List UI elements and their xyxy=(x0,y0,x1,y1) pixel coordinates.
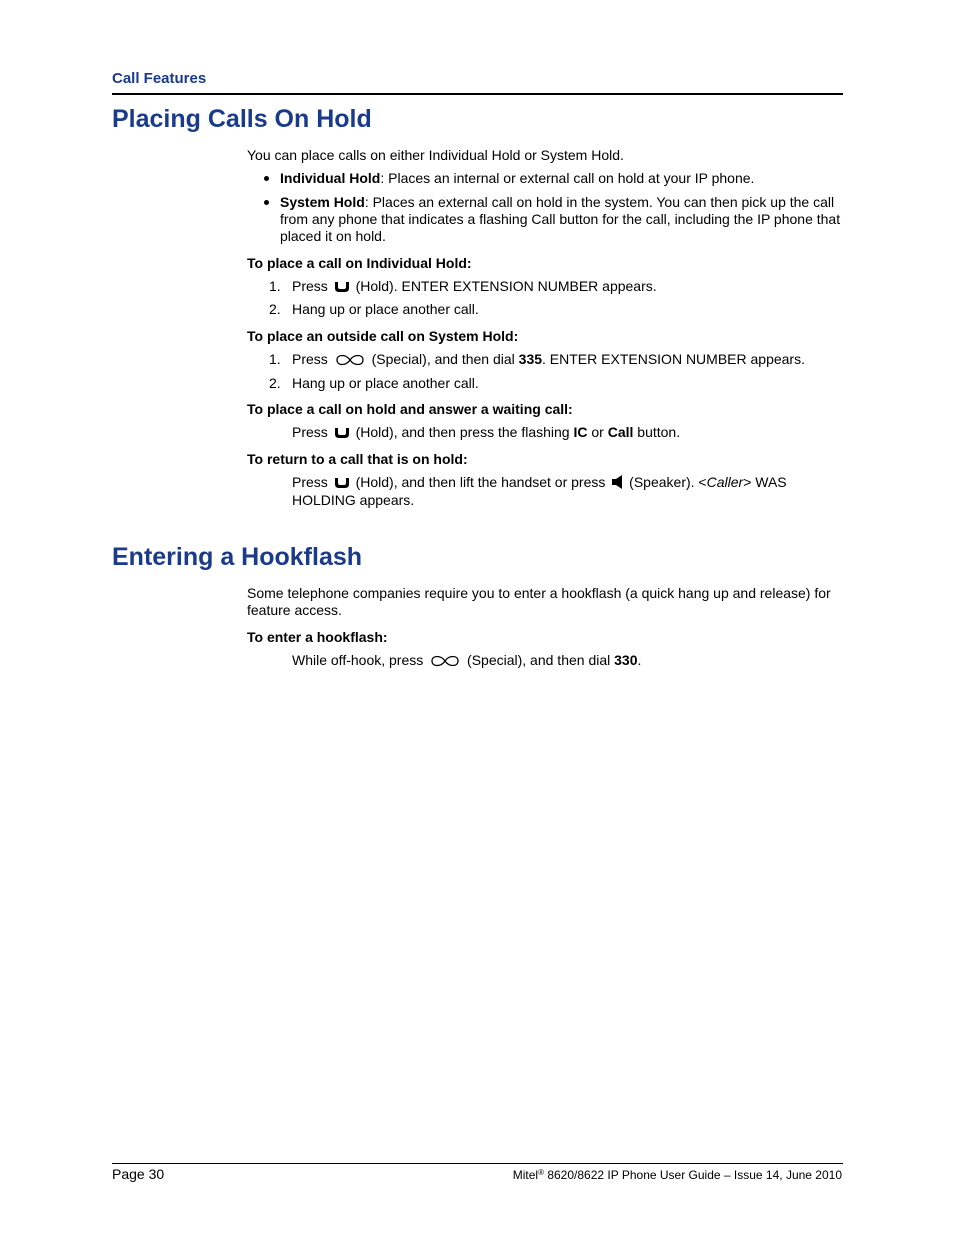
procedure-step-line: HOLDING appears. xyxy=(292,492,415,508)
step-text: While off-hook, press xyxy=(292,652,424,668)
bullet-text-line: from any phone that indicates a flashing Call button for the call, including the IP phone that xyxy=(280,211,841,227)
step-text: . ENTER EXTENSION NUMBER appears. xyxy=(542,351,805,367)
bullet-individual-hold xyxy=(280,170,754,187)
hold-icon xyxy=(334,280,350,298)
header-rule xyxy=(112,93,843,95)
page-number: Page 30 xyxy=(112,1166,165,1182)
hold-icon xyxy=(334,426,350,444)
hookflash-intro-line: feature access. xyxy=(247,602,342,618)
special-icon xyxy=(334,353,366,371)
step-number: 2. xyxy=(269,375,281,391)
step-text: (Special), and then dial xyxy=(467,652,611,668)
bullet-dot xyxy=(264,200,269,205)
key-ic: IC xyxy=(573,424,588,440)
step-text: > WAS xyxy=(743,474,787,490)
hookflash-intro: Some telephone companies require you to enter a hookflash (a quick hang up and release) for xyxy=(247,585,831,601)
bullet-system-hold xyxy=(280,194,834,211)
step-text: (Hold). ENTER EXTENSION NUMBER appears. xyxy=(355,278,657,294)
procedure-heading: To place an outside call on System Hold: xyxy=(247,328,519,344)
speaker-icon xyxy=(611,474,623,494)
step-text: Press xyxy=(292,474,328,490)
bullet-text: : Places an external call on hold in the system. You can then pick up the call xyxy=(364,194,835,210)
step-number: 1. xyxy=(269,351,281,367)
step-text: Press xyxy=(292,424,328,440)
procedure-heading: To enter a hookflash: xyxy=(247,629,388,645)
footer-guide: 8620/8622 IP Phone User Guide – Issue 14, June 2010 xyxy=(544,1168,842,1182)
step-text: . xyxy=(637,652,642,668)
step-text: (Hold), and then lift the handset or press xyxy=(355,474,606,490)
procedure-step xyxy=(292,351,805,371)
step-number: 1. xyxy=(269,278,281,294)
bullet-term: Individual Hold xyxy=(280,170,381,186)
bullet-text-line: placed it on hold. xyxy=(280,228,386,244)
footer-brand: Mitel xyxy=(512,1168,539,1182)
procedure-step: Hang up or place another call. xyxy=(292,375,479,391)
procedure-step xyxy=(292,474,787,494)
step-text: (Speaker). < xyxy=(629,474,707,490)
bullet-dot xyxy=(264,176,269,181)
key-call: Call xyxy=(607,424,634,440)
procedure-heading: To place a call on hold and answer a waiting call: xyxy=(247,401,573,417)
footer-title xyxy=(513,1168,842,1182)
procedure-step xyxy=(292,424,680,444)
procedure-heading: To place a call on Individual Hold: xyxy=(247,255,472,271)
step-text: Press xyxy=(292,278,328,294)
step-text: or xyxy=(591,424,604,440)
caller-placeholder: Caller xyxy=(706,474,744,490)
procedure-step xyxy=(292,278,657,298)
step-text: (Hold), and then press the flashing xyxy=(355,424,570,440)
dial-code: 330 xyxy=(614,652,638,668)
hold-intro: You can place calls on either Individual Hold or System Hold. xyxy=(247,147,624,163)
section-title-hookflash: Entering a Hookflash xyxy=(112,543,363,571)
section-label: Call Features xyxy=(112,70,207,87)
footer-rule xyxy=(112,1163,843,1164)
procedure-heading: To return to a call that is on hold: xyxy=(247,451,468,467)
registered-mark: ® xyxy=(538,1168,544,1177)
bullet-text: : Places an internal or external call on hold at your IP phone. xyxy=(380,170,755,186)
step-number: 2. xyxy=(269,301,281,317)
step-text: (Special), and then dial xyxy=(371,351,515,367)
step-text: button. xyxy=(637,424,681,440)
procedure-step xyxy=(292,652,641,672)
special-icon xyxy=(429,654,461,672)
bullet-term: System Hold xyxy=(280,194,365,210)
procedure-step: Hang up or place another call. xyxy=(292,301,479,317)
section-title-hold: Placing Calls On Hold xyxy=(112,105,372,133)
step-text: Press xyxy=(292,351,328,367)
dial-code: 335 xyxy=(518,351,543,367)
